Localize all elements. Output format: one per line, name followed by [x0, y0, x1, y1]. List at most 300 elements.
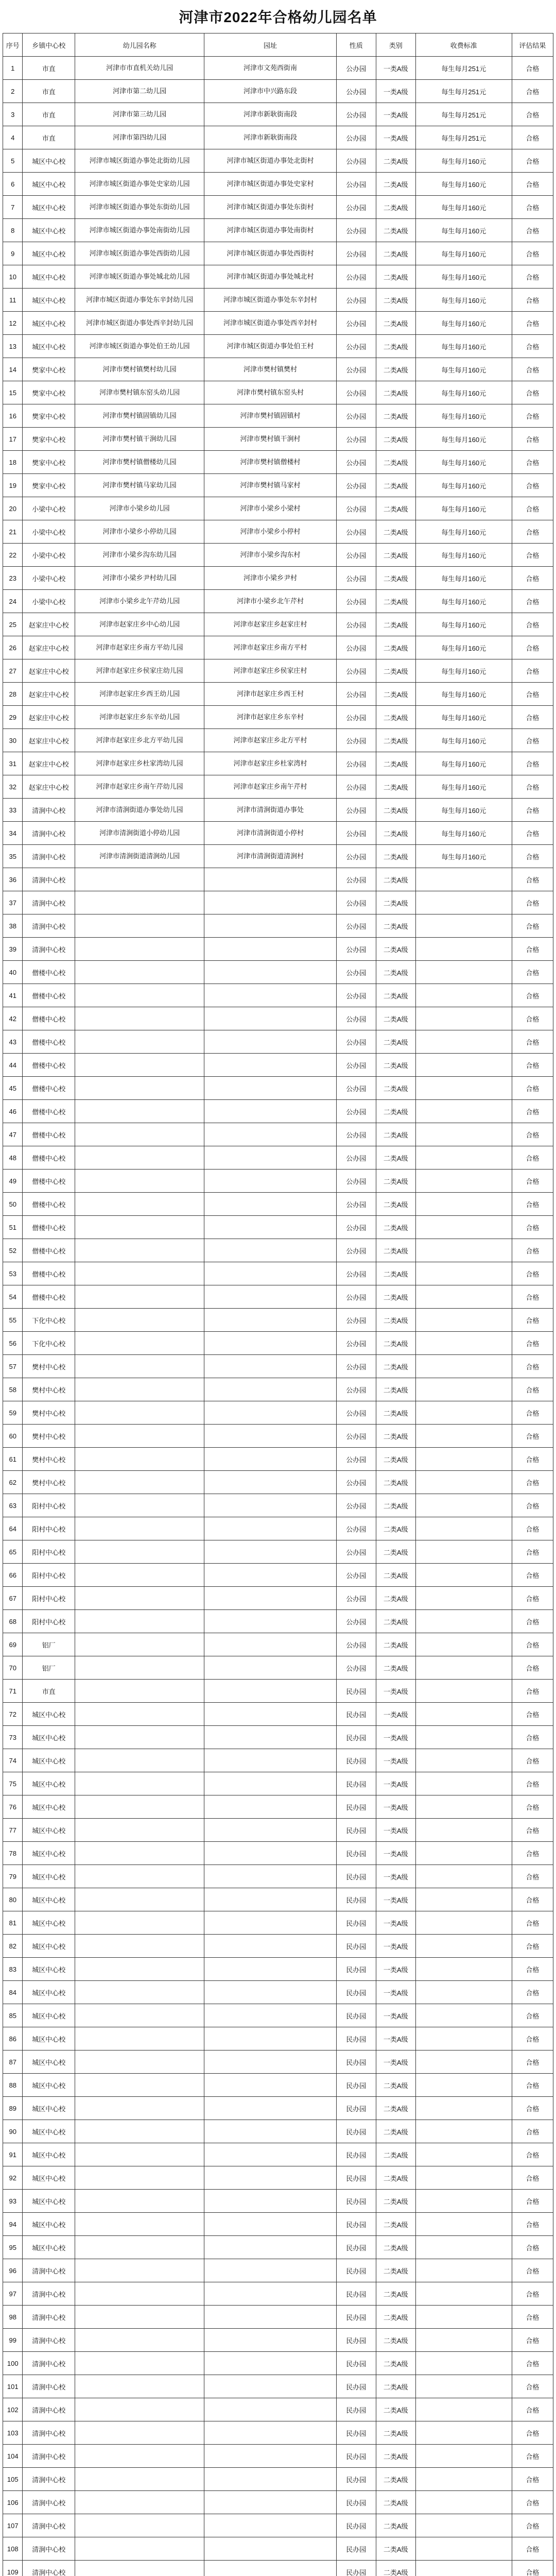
cell-town: 清涧中心校 [23, 2561, 75, 2576]
cell-address [204, 961, 337, 984]
cell-town: 赵家庄中心校 [23, 659, 75, 683]
cell-class: 二类A级 [376, 312, 415, 335]
cell-seq: 28 [3, 683, 23, 706]
cell-address: 河津市清涧街道办事处 [204, 799, 337, 822]
cell-fee [415, 1170, 512, 1193]
cell-address: 河津市赵家庄乡赵家庄村 [204, 613, 337, 636]
cell-address [204, 1494, 337, 1517]
cell-class: 一类A级 [376, 2050, 415, 2074]
cell-type: 公办园 [336, 1332, 376, 1355]
cell-name [75, 1100, 204, 1123]
table-row [3, 1332, 553, 1355]
cell-type: 民办园 [336, 1981, 376, 2004]
cell-town: 清涧中心校 [23, 845, 75, 868]
cell-result: 合格 [512, 752, 553, 775]
cell-fee: 每生每月160元 [415, 613, 512, 636]
cell-name: 河津市赵家庄乡北方平幼儿园 [75, 729, 204, 752]
cell-fee: 每生每月251元 [415, 103, 512, 126]
cell-address [204, 2421, 337, 2445]
table-row [3, 1309, 553, 1332]
cell-class: 一类A级 [376, 57, 415, 80]
cell-seq: 89 [3, 2097, 23, 2120]
cell-seq: 24 [3, 590, 23, 613]
table-row [3, 2306, 553, 2329]
cell-seq: 109 [3, 2561, 23, 2576]
cell-name: 河津市城区街道办事处西辛封幼儿园 [75, 312, 204, 335]
cell-class: 一类A级 [376, 1795, 415, 1819]
cell-seq: 19 [3, 474, 23, 497]
cell-fee [415, 1749, 512, 1772]
cell-name [75, 1981, 204, 2004]
cell-result: 合格 [512, 1332, 553, 1355]
cell-result: 合格 [512, 404, 553, 428]
cell-name [75, 2352, 204, 2375]
cell-class: 二类A级 [376, 729, 415, 752]
cell-type: 公办园 [336, 1170, 376, 1193]
cell-type: 公办园 [336, 1216, 376, 1239]
cell-seq: 43 [3, 1030, 23, 1054]
cell-result: 合格 [512, 683, 553, 706]
cell-type: 公办园 [336, 1030, 376, 1054]
table-row [3, 196, 553, 219]
cell-seq: 101 [3, 2375, 23, 2398]
cell-name: 河津市樊村镇固镇幼儿园 [75, 404, 204, 428]
cell-result: 合格 [512, 1772, 553, 1795]
cell-seq: 67 [3, 1587, 23, 1610]
cell-class: 二类A级 [376, 1054, 415, 1077]
cell-type: 公办园 [336, 1123, 376, 1146]
cell-class: 二类A级 [376, 2468, 415, 2491]
cell-result: 合格 [512, 1123, 553, 1146]
cell-seq: 35 [3, 845, 23, 868]
cell-town: 城区中心校 [23, 149, 75, 173]
cell-type: 公办园 [336, 961, 376, 984]
cell-result: 合格 [512, 2491, 553, 2514]
cell-class: 二类A级 [376, 1193, 415, 1216]
table-row [3, 126, 553, 149]
cell-seq: 74 [3, 1749, 23, 1772]
cell-name [75, 2306, 204, 2329]
cell-class: 二类A级 [376, 2213, 415, 2236]
cell-fee: 每生每月160元 [415, 544, 512, 567]
cell-class: 一类A级 [376, 126, 415, 149]
table-row [3, 1842, 553, 1865]
cell-name: 河津市樊村镇干涧幼儿园 [75, 428, 204, 451]
cell-address: 河津市小梁乡沟东村 [204, 544, 337, 567]
cell-seq: 83 [3, 1958, 23, 1981]
cell-name [75, 891, 204, 914]
cell-result: 合格 [512, 173, 553, 196]
cell-seq: 68 [3, 1610, 23, 1633]
cell-town: 赵家庄中心校 [23, 775, 75, 799]
cell-type: 公办园 [336, 1355, 376, 1378]
cell-result: 合格 [512, 2120, 553, 2143]
cell-type: 公办园 [336, 706, 376, 729]
cell-address: 河津市城区街道办事处西辛封村 [204, 312, 337, 335]
cell-address [204, 1471, 337, 1494]
cell-name: 河津市清涧街道办事处幼儿园 [75, 799, 204, 822]
cell-seq: 87 [3, 2050, 23, 2074]
cell-town: 城区中心校 [23, 1726, 75, 1749]
cell-type: 民办园 [336, 2445, 376, 2468]
cell-fee [415, 1587, 512, 1610]
cell-name [75, 868, 204, 891]
cell-class: 一类A级 [376, 1981, 415, 2004]
cell-seq: 41 [3, 984, 23, 1007]
cell-class: 二类A级 [376, 984, 415, 1007]
cell-class: 二类A级 [376, 2537, 415, 2561]
cell-name [75, 1587, 204, 1610]
cell-result: 合格 [512, 289, 553, 312]
cell-type: 民办园 [336, 2398, 376, 2421]
cell-result: 合格 [512, 2561, 553, 2576]
table-row [3, 289, 553, 312]
cell-town: 僧楼中心校 [23, 984, 75, 1007]
cell-seq: 37 [3, 891, 23, 914]
cell-name [75, 1888, 204, 1911]
cell-result: 合格 [512, 2050, 553, 2074]
cell-address [204, 1193, 337, 1216]
cell-seq: 57 [3, 1355, 23, 1378]
cell-result: 合格 [512, 1587, 553, 1610]
cell-result: 合格 [512, 2190, 553, 2213]
cell-type: 民办园 [336, 2259, 376, 2282]
table-header [3, 33, 553, 57]
cell-seq: 80 [3, 1888, 23, 1911]
table-row [3, 312, 553, 335]
cell-class: 二类A级 [376, 636, 415, 659]
cell-type: 公办园 [336, 659, 376, 683]
cell-class: 二类A级 [376, 196, 415, 219]
cell-result: 合格 [512, 1703, 553, 1726]
header-cell-name: 幼儿园名称 [75, 33, 204, 57]
cell-class: 二类A级 [376, 404, 415, 428]
table-row [3, 2329, 553, 2352]
cell-fee [415, 1819, 512, 1842]
cell-seq: 38 [3, 914, 23, 938]
cell-fee: 每生每月160元 [415, 706, 512, 729]
cell-fee [415, 1911, 512, 1935]
table-row [3, 1749, 553, 1772]
cell-name: 河津市赵家庄乡侯家庄幼儿园 [75, 659, 204, 683]
cell-result: 合格 [512, 1007, 553, 1030]
cell-class: 二类A级 [376, 451, 415, 474]
cell-result: 合格 [512, 636, 553, 659]
cell-class: 二类A级 [376, 1309, 415, 1332]
cell-fee [415, 2561, 512, 2576]
cell-result: 合格 [512, 428, 553, 451]
table-row [3, 80, 553, 103]
cell-town: 僧楼中心校 [23, 1170, 75, 1193]
cell-name [75, 1401, 204, 1425]
table-row [3, 2259, 553, 2282]
cell-address [204, 2445, 337, 2468]
cell-address: 河津市樊村镇僧楼村 [204, 451, 337, 474]
cell-type: 公办园 [336, 335, 376, 358]
cell-type: 公办园 [336, 196, 376, 219]
cell-type: 公办园 [336, 729, 376, 752]
cell-seq: 2 [3, 80, 23, 103]
cell-town: 城区中心校 [23, 2213, 75, 2236]
cell-class: 二类A级 [376, 1517, 415, 1540]
cell-town: 城区中心校 [23, 2004, 75, 2027]
cell-type: 公办园 [336, 358, 376, 381]
cell-seq: 42 [3, 1007, 23, 1030]
cell-class: 二类A级 [376, 1494, 415, 1517]
cell-type: 民办园 [336, 1726, 376, 1749]
cell-type: 公办园 [336, 1100, 376, 1123]
table-row [3, 2213, 553, 2236]
cell-result: 合格 [512, 57, 553, 80]
cell-class: 二类A级 [376, 149, 415, 173]
table-row [3, 1054, 553, 1077]
cell-town: 阳村中心校 [23, 1517, 75, 1540]
cell-name [75, 1285, 204, 1309]
cell-address [204, 2050, 337, 2074]
cell-fee: 每生每月251元 [415, 80, 512, 103]
cell-address: 河津市小梁乡小停村 [204, 520, 337, 544]
table-row [3, 381, 553, 404]
cell-address [204, 984, 337, 1007]
cell-result: 合格 [512, 799, 553, 822]
cell-fee [415, 1355, 512, 1378]
cell-type: 公办园 [336, 868, 376, 891]
cell-town: 清涧中心校 [23, 2375, 75, 2398]
cell-fee [415, 1726, 512, 1749]
cell-fee [415, 961, 512, 984]
table-row [3, 914, 553, 938]
cell-result: 合格 [512, 2074, 553, 2097]
cell-name: 河津市城区街道办事处东街幼儿园 [75, 196, 204, 219]
cell-address [204, 1958, 337, 1981]
cell-result: 合格 [512, 126, 553, 149]
cell-class: 二类A级 [376, 914, 415, 938]
cell-name: 河津市城区街道办事处城北幼儿园 [75, 265, 204, 289]
header-cell-fee: 收费标准 [415, 33, 512, 57]
cell-fee [415, 2027, 512, 2050]
cell-result: 合格 [512, 1054, 553, 1077]
cell-class: 二类A级 [376, 1471, 415, 1494]
cell-town: 城区中心校 [23, 289, 75, 312]
cell-town: 城区中心校 [23, 2050, 75, 2074]
cell-town: 阳村中心校 [23, 1564, 75, 1587]
cell-name [75, 1448, 204, 1471]
cell-class: 二类A级 [376, 1332, 415, 1355]
cell-name [75, 2468, 204, 2491]
cell-seq: 75 [3, 1772, 23, 1795]
cell-result: 合格 [512, 706, 553, 729]
cell-class: 二类A级 [376, 173, 415, 196]
cell-type: 公办园 [336, 567, 376, 590]
cell-name [75, 2004, 204, 2027]
cell-name [75, 961, 204, 984]
cell-type: 民办园 [336, 1680, 376, 1703]
cell-seq: 69 [3, 1633, 23, 1656]
cell-type: 公办园 [336, 891, 376, 914]
cell-address [204, 1564, 337, 1587]
cell-result: 合格 [512, 1610, 553, 1633]
cell-result: 合格 [512, 1100, 553, 1123]
cell-fee [415, 1123, 512, 1146]
cell-address [204, 1888, 337, 1911]
cell-town: 阳村中心校 [23, 1540, 75, 1564]
cell-name [75, 1262, 204, 1285]
cell-address [204, 2282, 337, 2306]
cell-fee [415, 2514, 512, 2537]
cell-result: 合格 [512, 265, 553, 289]
cell-name [75, 2537, 204, 2561]
cell-name [75, 2166, 204, 2190]
table-row [3, 567, 553, 590]
cell-seq: 18 [3, 451, 23, 474]
cell-seq: 9 [3, 242, 23, 265]
cell-type: 公办园 [336, 1054, 376, 1077]
table-row [3, 2166, 553, 2190]
cell-result: 合格 [512, 1540, 553, 1564]
cell-fee: 每生每月160元 [415, 752, 512, 775]
cell-town: 赵家庄中心校 [23, 613, 75, 636]
cell-result: 合格 [512, 1448, 553, 1471]
table-row [3, 1239, 553, 1262]
cell-seq: 40 [3, 961, 23, 984]
cell-fee [415, 1332, 512, 1355]
cell-town: 僧楼中心校 [23, 1123, 75, 1146]
cell-type: 公办园 [336, 683, 376, 706]
table-row [3, 683, 553, 706]
cell-fee [415, 1703, 512, 1726]
table-row [3, 2445, 553, 2468]
cell-fee: 每生每月160元 [415, 683, 512, 706]
cell-fee [415, 2120, 512, 2143]
cell-fee: 每生每月160元 [415, 497, 512, 520]
cell-address: 河津市新耿街南段 [204, 126, 337, 149]
table-row [3, 752, 553, 775]
cell-result: 合格 [512, 2004, 553, 2027]
cell-fee: 每生每月160元 [415, 729, 512, 752]
cell-town: 僧楼中心校 [23, 1100, 75, 1123]
cell-result: 合格 [512, 1262, 553, 1285]
table-row [3, 1123, 553, 1146]
cell-seq: 26 [3, 636, 23, 659]
cell-fee [415, 1958, 512, 1981]
cell-town: 僧楼中心校 [23, 1262, 75, 1285]
cell-fee: 每生每月160元 [415, 196, 512, 219]
table-row [3, 2537, 553, 2561]
cell-result: 合格 [512, 1726, 553, 1749]
cell-address [204, 2537, 337, 2561]
cell-type: 民办园 [336, 1819, 376, 1842]
table-row [3, 613, 553, 636]
cell-type: 民办园 [336, 2097, 376, 2120]
table-row [3, 1610, 553, 1633]
cell-address [204, 1726, 337, 1749]
cell-town: 铝厂 [23, 1656, 75, 1680]
table-row [3, 1355, 553, 1378]
cell-type: 公办园 [336, 1448, 376, 1471]
cell-seq: 73 [3, 1726, 23, 1749]
cell-class: 二类A级 [376, 683, 415, 706]
cell-town: 清涧中心校 [23, 2514, 75, 2537]
table-row [3, 938, 553, 961]
cell-fee [415, 1888, 512, 1911]
cell-result: 合格 [512, 103, 553, 126]
cell-fee [415, 2329, 512, 2352]
cell-address [204, 2468, 337, 2491]
cell-result: 合格 [512, 2398, 553, 2421]
cell-address [204, 1100, 337, 1123]
cell-result: 合格 [512, 567, 553, 590]
cell-town: 城区中心校 [23, 1772, 75, 1795]
table-row [3, 1981, 553, 2004]
cell-type: 民办园 [336, 2213, 376, 2236]
cell-type: 公办园 [336, 1146, 376, 1170]
cell-fee [415, 1795, 512, 1819]
table-row [3, 706, 553, 729]
cell-class: 二类A级 [376, 590, 415, 613]
cell-address: 河津市赵家庄乡南方平村 [204, 636, 337, 659]
cell-fee: 每生每月160元 [415, 590, 512, 613]
cell-class: 二类A级 [376, 2329, 415, 2352]
cell-result: 合格 [512, 2468, 553, 2491]
cell-name [75, 2561, 204, 2576]
cell-fee: 每生每月160元 [415, 219, 512, 242]
cell-seq: 86 [3, 2027, 23, 2050]
cell-class: 二类A级 [376, 2097, 415, 2120]
cell-name: 河津市樊村镇樊村幼儿园 [75, 358, 204, 381]
cell-address [204, 1332, 337, 1355]
cell-address [204, 2352, 337, 2375]
cell-fee: 每生每月160元 [415, 636, 512, 659]
cell-town: 樊村中心校 [23, 1401, 75, 1425]
cell-address [204, 1355, 337, 1378]
cell-name [75, 2050, 204, 2074]
cell-name [75, 1726, 204, 1749]
table-row [3, 1425, 553, 1448]
cell-seq: 102 [3, 2398, 23, 2421]
cell-type: 公办园 [336, 474, 376, 497]
cell-type: 民办园 [336, 2074, 376, 2097]
cell-seq: 78 [3, 1842, 23, 1865]
header-cell-result: 评估结果 [512, 33, 553, 57]
cell-result: 合格 [512, 1888, 553, 1911]
header-cell-type: 性质 [336, 33, 376, 57]
cell-fee [415, 1100, 512, 1123]
cell-fee [415, 2074, 512, 2097]
table-row [3, 1865, 553, 1888]
cell-fee: 每生每月160元 [415, 451, 512, 474]
cell-address [204, 2329, 337, 2352]
cell-class: 二类A级 [376, 938, 415, 961]
cell-name: 河津市城区街道办事处史家幼儿园 [75, 173, 204, 196]
cell-name [75, 1911, 204, 1935]
cell-address [204, 1123, 337, 1146]
cell-fee [415, 2445, 512, 2468]
cell-result: 合格 [512, 775, 553, 799]
cell-town: 清涧中心校 [23, 2398, 75, 2421]
table-row [3, 2097, 553, 2120]
cell-name [75, 2074, 204, 2097]
cell-fee [415, 2190, 512, 2213]
cell-name: 河津市小梁乡尹村幼儿园 [75, 567, 204, 590]
cell-type: 民办园 [336, 2166, 376, 2190]
cell-result: 合格 [512, 1935, 553, 1958]
cell-town: 下化中心校 [23, 1332, 75, 1355]
cell-seq: 20 [3, 497, 23, 520]
cell-address [204, 1517, 337, 1540]
cell-name: 河津市小梁乡幼儿园 [75, 497, 204, 520]
cell-type: 公办园 [336, 219, 376, 242]
cell-result: 合格 [512, 2027, 553, 2050]
